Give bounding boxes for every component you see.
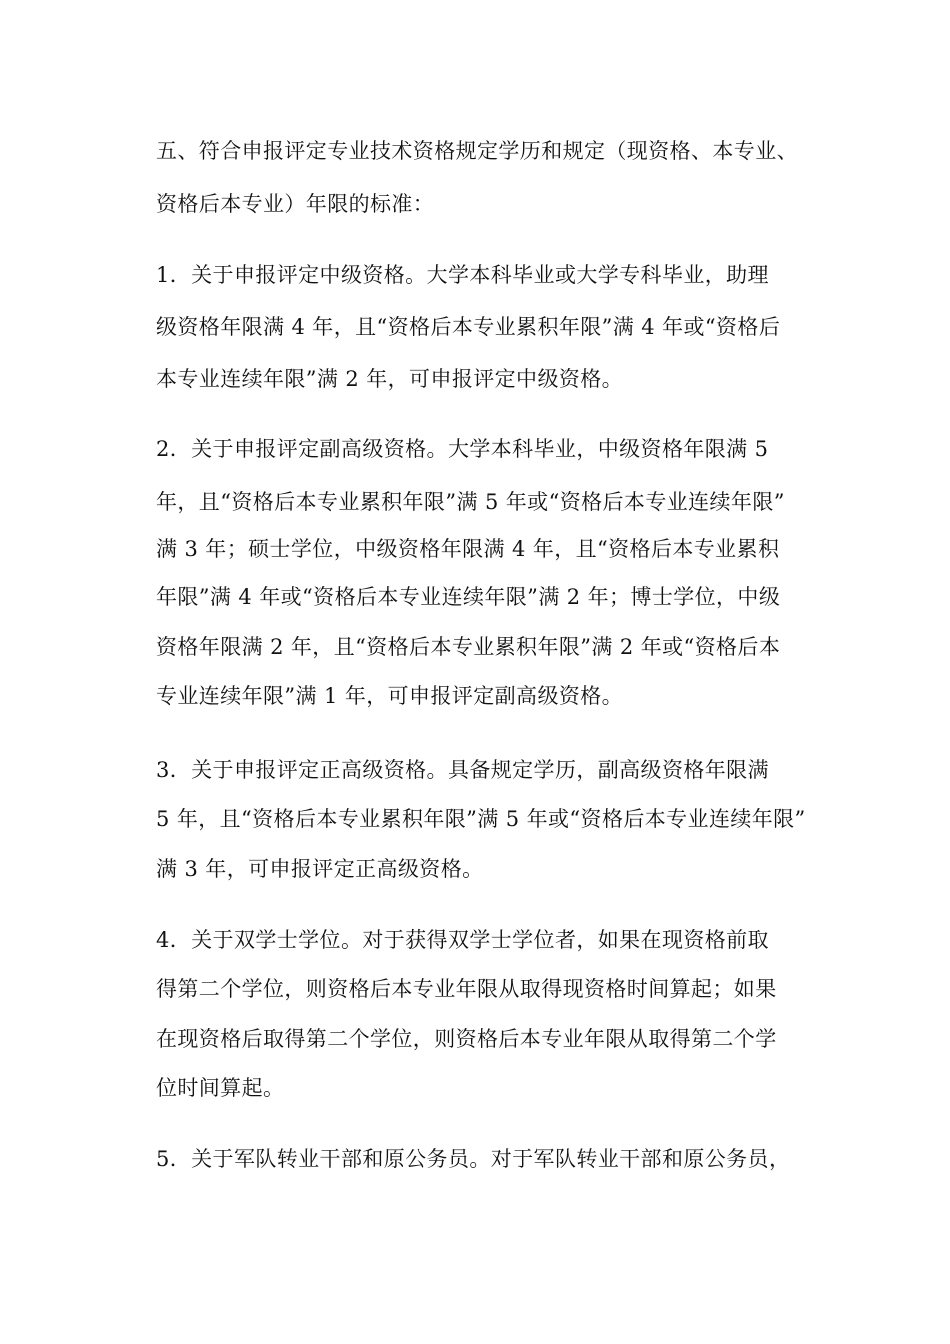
- item-2-line-1: 2．关于申报评定副高级资格。大学本科毕业，中级资格年限满 5: [156, 437, 769, 461]
- item-5-line-1: 5．关于军队转业干部和原公务员。对于军队转业干部和原公务员，: [156, 1147, 791, 1171]
- item-2-line-4: 年限”满 4 年或“资格后本专业连续年限”满 2 年；博士学位，中级: [156, 585, 781, 609]
- item-4-line-2: 得第二个学位，则资格后本专业年限从取得现资格时间算起；如果: [156, 977, 777, 1001]
- section-heading-line-1: 五、符合申报评定专业技术资格规定学历和规定（现资格、本专业、: [156, 139, 798, 163]
- item-2-line-2: 年，且“资格后本专业累积年限”满 5 年或“资格后本专业连续年限”: [156, 490, 785, 514]
- item-3-line-3: 满 3 年，可申报评定正高级资格。: [156, 857, 484, 881]
- item-4-line-1: 4．关于双学士学位。对于获得双学士学位者，如果在现资格前取: [156, 928, 769, 952]
- item-3-line-1: 3．关于申报评定正高级资格。具备规定学历，副高级资格年限满: [156, 758, 769, 782]
- item-2-line-5: 资格年限满 2 年，且“资格后本专业累积年限”满 2 年或“资格后本: [156, 635, 781, 659]
- item-1-line-2: 级资格年限满 4 年，且“资格后本专业累积年限”满 4 年或“资格后: [156, 315, 781, 339]
- item-4-line-3: 在现资格后取得第二个学位，则资格后本专业年限从取得第二个学: [156, 1027, 777, 1051]
- item-2-line-6: 专业连续年限”满 1 年，可申报评定副高级资格。: [156, 684, 624, 708]
- item-1-line-1: 1．关于申报评定中级资格。大学本科毕业或大学专科毕业，助理: [156, 263, 769, 287]
- section-heading-line-2: 资格后本专业）年限的标准：: [156, 192, 435, 216]
- item-1-line-3: 本专业连续年限”满 2 年，可申报评定中级资格。: [156, 367, 624, 391]
- item-4-line-4: 位时间算起。: [156, 1076, 285, 1100]
- item-2-line-3: 满 3 年；硕士学位，中级资格年限满 4 年，且“资格后本专业累积: [156, 537, 780, 561]
- item-3-line-2: 5 年，且“资格后本专业累积年限”满 5 年或“资格后本专业连续年限”: [156, 807, 806, 831]
